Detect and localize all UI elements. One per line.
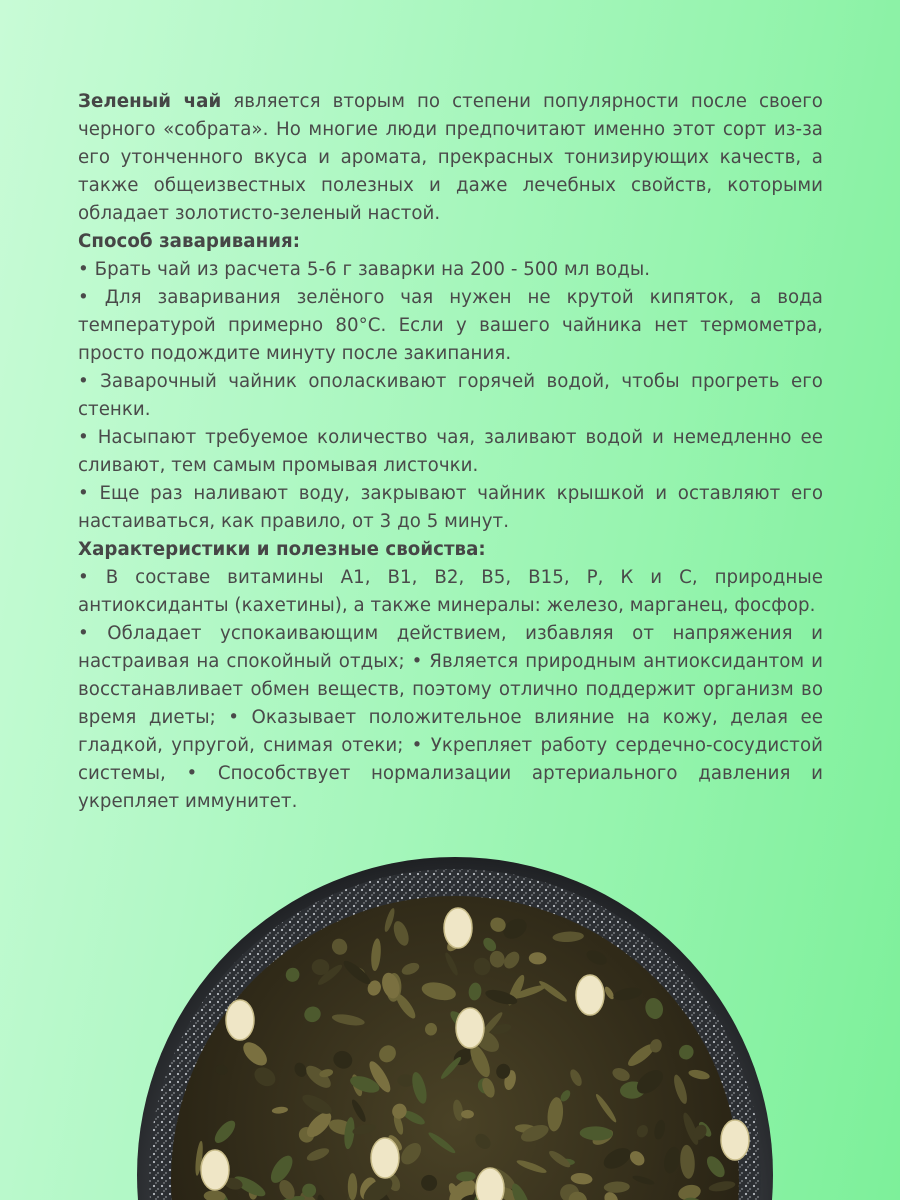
brewing-step: • Насыпают требуемое количество чая, заливают водой и немедленно ее сливают, тем самым промывая листочки.	[78, 427, 823, 476]
tea-leaf	[461, 1110, 474, 1119]
jasmine-bud	[226, 1000, 254, 1040]
intro-text: является вторым по степени популярности после своего черного «собрата». Но многие люди предпочитают именно этот сорт из-за его утонченного вкуса и аромата, прекрасных тонизирующих качеств, а также общеизвестных полезных и даже лечебных свойств, которыми обладает золотисто-зеленый настой.	[78, 91, 823, 224]
jasmine-bud	[576, 975, 604, 1015]
intro-lead: Зеленый чай	[78, 91, 222, 112]
jasmine-bud	[444, 908, 472, 948]
brewing-step: • Брать чай из расчета 5-6 г заварки на 200 - 500 мл воды.	[78, 259, 651, 280]
intro-paragraph	[78, 88, 823, 228]
brewing-step: • Для заваривания зелёного чая нужен не крутой кипяток, а вода температурой примерно 80°С. Если у вашего чайника нет термометра, просто подождите минуту после закипания.	[78, 287, 823, 364]
jasmine-bud	[371, 1138, 399, 1178]
product-description	[78, 88, 823, 816]
properties-heading: Характеристики и полезные свойства:	[78, 539, 486, 560]
tea-leaf	[348, 1173, 357, 1200]
property-item: • Обладает успокаивающим действием, избавляя от напряжения и настраивая на спокойный отдых; • Является природным антиоксидантом и восстанавливает обмен веществ, поэтому отлично поддержит организм во время диеты; • Оказывает положительное влияние на кожу, делая ее гладкой, упругой, снимая отеки; • Укрепляет работу сердечно-сосудистой системы, • Способствует нормализации артериального давления и укрепляет иммунитет.	[78, 623, 823, 812]
jasmine-bud	[476, 1168, 504, 1200]
jasmine-bud	[456, 1008, 484, 1048]
property-item: • В составе витамины А1, В1, В2, В5, В15, Р, К и С, природные антиоксиданты (кахетины), а также минералы: железо, марганец, фосфор.	[78, 567, 823, 616]
brewing-step: • Заварочный чайник ополаскивают горячей водой, чтобы прогреть его стенки.	[78, 371, 823, 420]
tea-bowl-image	[0, 840, 900, 1200]
jasmine-bud	[721, 1120, 749, 1160]
brewing-step: • Еще раз наливают воду, закрывают чайник крышкой и оставляют его настаиваться, как правило, от 3 до 5 минут.	[78, 483, 823, 532]
jasmine-bud	[201, 1150, 229, 1190]
brewing-heading: Способ заваривания:	[78, 231, 301, 252]
